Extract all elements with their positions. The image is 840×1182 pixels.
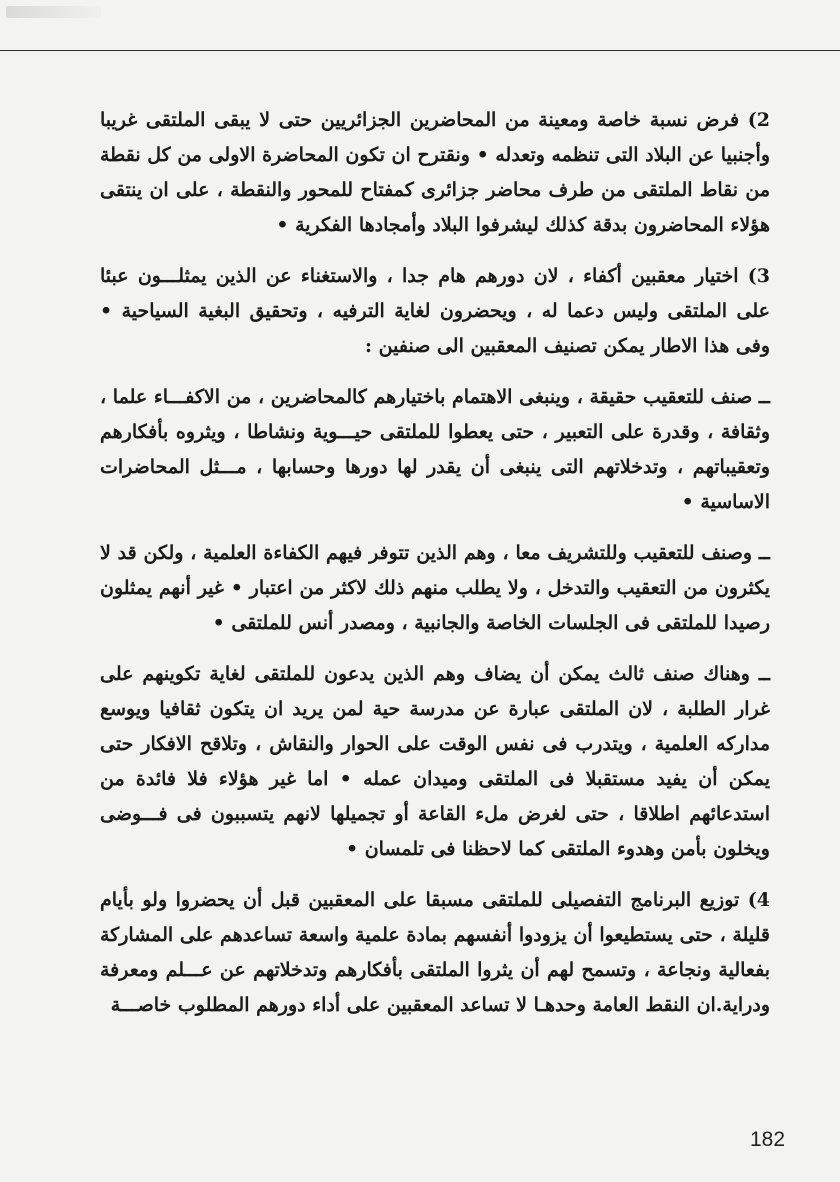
paragraph-category-3: ــ وهناك صنف ثالث يمكن أن يضاف وهم الذين يدعون للملتقى لغاية تكوينهم على غرار الطلبة ، لان الملتقى عبارة عن مدرسة حية لمن يريد ان يتكون ثقافيا ويوسع مداركه العلمية ، ويتدرب فى نفس الوقت على الحوار والنقاش ، وتلاقح الافكار حتى يمكن أن يفيد مستقبلا فى الملتقى وميدان عمله • اما غير هؤلاء فلا فائدة من استدعائهم اطلاقا ، حتى لغرض ملء القاعة أو تجميلها لانهم يتسببون فى فـــوضى ويخلون بأمن وهدوء الملتقى كما لاحظنا فى تلمسان • (100, 663, 770, 860)
paragraph-point-3: 3) اختيار معقبين أكفاء ، لان دورهم هام جدا ، والاستغناء عن الذين يمثلـــون عبئا على الملتقى وليس دعما له ، ويحضرون لغاية الترفيه ، وتحقيق البغية السياحية • وفى هذا الاطار يمكن تصنيف المعقبين الى صنفين : (100, 265, 770, 357)
paragraph-category-2: ــ وصنف للتعقيب وللتشريف معا ، وهم الذين تتوفر فيهم الكفاءة العلمية ، ولكن قد لا يكثرون من التعقيب والتدخل ، ولا يطلب منهم ذلك لاكثر من اعتبار • غير أنهم يمثلون رصيدا للملتقى فى الجلسات الخاصة والجانبية ، ومصدر أنس للملتقى • (100, 542, 770, 634)
paragraph-category-1: ــ صنف للتعقيب حقيقة ، وينبغى الاهتمام باختيارهم كالمحاضرين ، من الاكفـــاء علما ، وثقافة ، وقدرة على التعبير ، حتى يعطوا للملتقى حيـــوية ونشاطا ، ويثروه بأفكارهم وتعقيباتهم ، وتدخلاتهم التى ينبغى أن يقدر لها دورها وحسابها ، مـــثل المحاضرات الاساسية • (100, 386, 770, 513)
scan-artifact (6, 6, 101, 18)
paragraph-point-4: 4) توزيع البرنامج التفصيلى للملتقى مسبقا على المعقبين قبل أن يحضروا ولو بأيام قليلة ، حتى يستطيعوا أن يزودوا أنفسهم بمادة علمية واسعة تساعدهم على المشاركة بفعالية ونجاعة ، وتسمح لهم أن يثروا الملتقى بأفكارهم وتدخلاتهم عن عـــلم ومعرفة ودراية.ان النقط العامة وحدهـا لا تساعد المعقبين على أداء دورهم المطلوب خاصـــة (100, 889, 770, 1016)
header-rule (0, 50, 840, 51)
document-body (100, 103, 770, 1039)
paragraph-point-2: 2) فرض نسبة خاصة ومعينة من المحاضرين الجزائريين حتى لا يبقى الملتقى غريبا وأجنبيا عن البلاد التى تنظمه وتعدله • ونقترح ان تكون المحاضرة الاولى من كل نقطة من نقاط الملتقى من طرف محاضر جزائرى كمفتاح للمحور والنقطة ، على ان ينتقى هؤلاء المحاضرون بدقة كذلك ليشرفوا البلاد وأمجادها الفكرية • (99, 109, 770, 236)
page-number: 182 (750, 1128, 786, 1151)
